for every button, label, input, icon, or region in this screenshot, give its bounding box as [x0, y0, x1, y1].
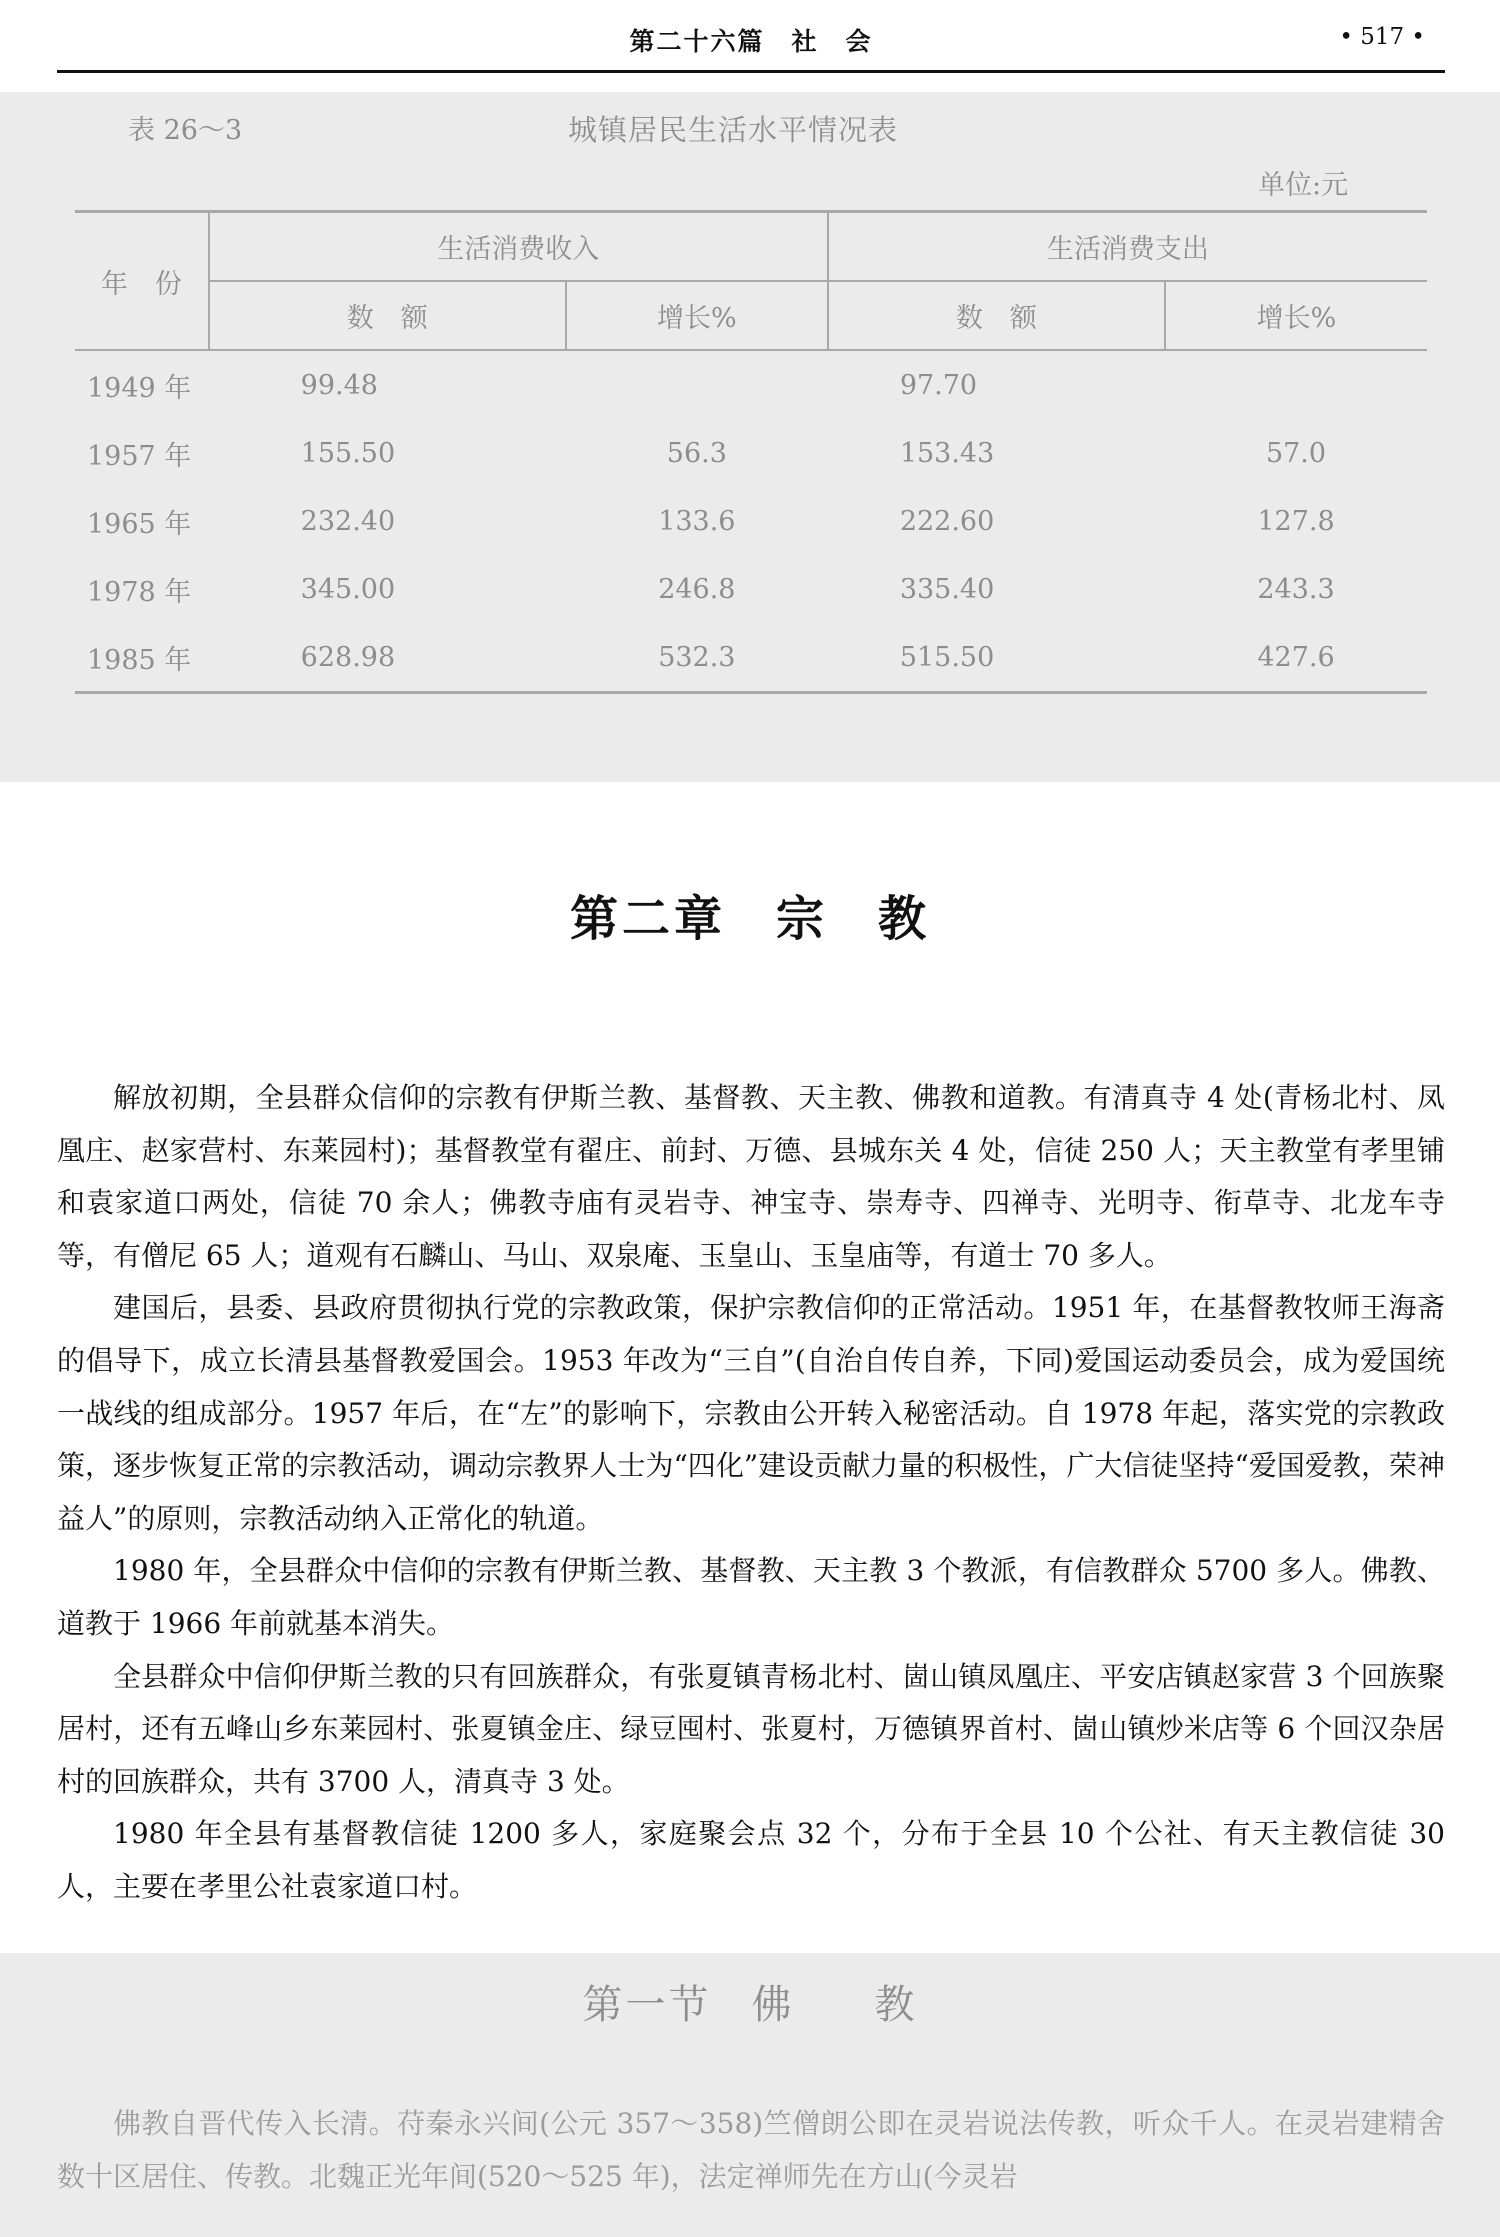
- row-year: 1949 年: [87, 372, 192, 404]
- expense-group-header: 生活消费支出: [828, 212, 1427, 282]
- expense-amount-header: 数 额: [828, 281, 1165, 350]
- chapter-title-char-1: 宗: [775, 891, 828, 947]
- page-number: • 517 •: [1339, 24, 1425, 50]
- row-year: 1978 年: [87, 576, 192, 608]
- table-row: [75, 419, 1427, 487]
- expense-growth-header: 增长%: [1165, 281, 1427, 350]
- chapter-body: [57, 1072, 1445, 1914]
- chapter-number: 第二章: [569, 891, 726, 947]
- section-title-char-2: 教: [874, 1982, 918, 2028]
- chapter-heading: [0, 880, 1500, 949]
- income-growth: 246.8: [658, 573, 736, 605]
- table-row: [75, 487, 1427, 555]
- paragraph: 全县群众中信仰伊斯兰教的只有回族群众，有张夏镇青杨北村、崮山镇凤凰庄、平安店镇赵家营 3 个回族聚居村，还有五峰山乡东莱园村、张夏镇金庄、绿豆囤村、张夏村，万德镇界首村、崮山镇炒米店等 6 个回汉杂居村的回族群众，共有 3700 人，清真寺 3 处。: [57, 1659, 1445, 1798]
- paragraph: 建国后，县委、县政府贯彻执行党的宗教政策，保护宗教信仰的正常活动。1951 年，在基督教牧师王海斋的倡导下，成立长清县基督教爱国会。1953 年改为“三自”(自治自传自养，下同)爱国运动委员会，成为爱国统一战线的组成部分。1957 年后，在“左”的影响下，宗教由公开转入秘密活动。自 1978 年起，落实党的宗教政策，逐步恢复正常的宗教活动，调动宗教界人士为“四化”建设贡献力量的积极性，广大信徒坚持“爱国爱教，荣神益人”的原则，宗教活动纳入正常化的轨道。: [57, 1291, 1445, 1535]
- income-amount: 232.40: [300, 505, 396, 537]
- income-amount: 99.48: [300, 369, 378, 401]
- expense-amount: 153.43: [899, 437, 995, 469]
- row-year: 1965 年: [87, 508, 192, 540]
- income-growth: 532.3: [566, 623, 828, 693]
- income-amount: 628.98: [209, 623, 566, 693]
- row-year: 1985 年: [75, 623, 209, 693]
- table-title: 城镇居民生活水平情况表: [568, 113, 899, 147]
- table-number: 表 26～3: [128, 115, 243, 146]
- expense-growth: 127.8: [1257, 505, 1335, 537]
- expense-amount: 97.70: [899, 369, 978, 401]
- paragraph: 1980 年，全县群众中信仰的宗教有伊斯兰教、基督教、天主教 3 个教派，有信教群众 5700 多人。佛教、道教于 1966 年前就基本消失。: [57, 1554, 1445, 1640]
- expense-growth: 243.3: [1257, 573, 1335, 605]
- income-amount: 345.00: [300, 573, 396, 605]
- income-growth: 133.6: [658, 505, 736, 537]
- section-heading: [0, 1973, 1500, 2030]
- paragraph: 佛教自晋代传入长清。苻秦永兴间(公元 357～358)竺僧朗公即在灵岩说法传教，听众千人。在灵岩建精舍数十区居住、传教。北魏正光年间(520～525 年)，法定禅师先在方山(今灵岩: [57, 2107, 1445, 2193]
- table-row: [75, 623, 1427, 693]
- expense-amount: 222.60: [899, 505, 995, 537]
- paragraph: 1980 年全县有基督教信徒 1200 多人，家庭聚会点 32 个，分布于全县 10 个公社、有天主教信徒 30 人，主要在孝里公社袁家道口村。: [57, 1817, 1445, 1903]
- row-year: 1957 年: [87, 440, 192, 472]
- expense-amount: 515.50: [828, 623, 1165, 693]
- section-title-char-1: 佛: [751, 1982, 795, 2028]
- table-unit: 单位:元: [1258, 170, 1349, 201]
- page-header: [57, 0, 1445, 73]
- chapter-title-char-2: 教: [878, 891, 931, 947]
- income-group-header: 生活消费收入: [209, 212, 828, 282]
- income-amount-header: 数 额: [209, 281, 566, 350]
- table-row: [75, 350, 1427, 419]
- living-standard-table: [75, 210, 1427, 694]
- expense-amount: 335.40: [899, 573, 995, 605]
- col-year-header: 年 份: [75, 212, 209, 351]
- table-row: [75, 555, 1427, 623]
- running-title: 第二十六篇 社 会: [629, 27, 873, 56]
- income-growth: [566, 350, 828, 419]
- expense-growth: 57.0: [1265, 437, 1327, 469]
- expense-growth: 427.6: [1165, 623, 1427, 693]
- paragraph: 解放初期，全县群众信仰的宗教有伊斯兰教、基督教、天主教、佛教和道教。有清真寺 4 处(青杨北村、凤凰庄、赵家营村、东莱园村)；基督教堂有翟庄、前封、万德、县城东关 4 处，信徒 250 人；天主教堂有孝里铺和袁家道口两处，信徒 70 余人；佛教寺庙有灵岩寺、神宝寺、崇寿寺、四禅寺、光明寺、衔草寺、北龙车寺等，有僧尼 65 人；道观有石麟山、马山、双泉庵、玉皇山、玉皇庙等，有道士 70 多人。: [57, 1081, 1445, 1272]
- section-body: [57, 2097, 1445, 2203]
- income-growth-header: 增长%: [566, 281, 828, 350]
- income-growth: 56.3: [666, 437, 727, 469]
- income-amount: 155.50: [300, 437, 396, 469]
- expense-growth: [1165, 350, 1427, 419]
- section-number: 第一节: [582, 1982, 712, 2028]
